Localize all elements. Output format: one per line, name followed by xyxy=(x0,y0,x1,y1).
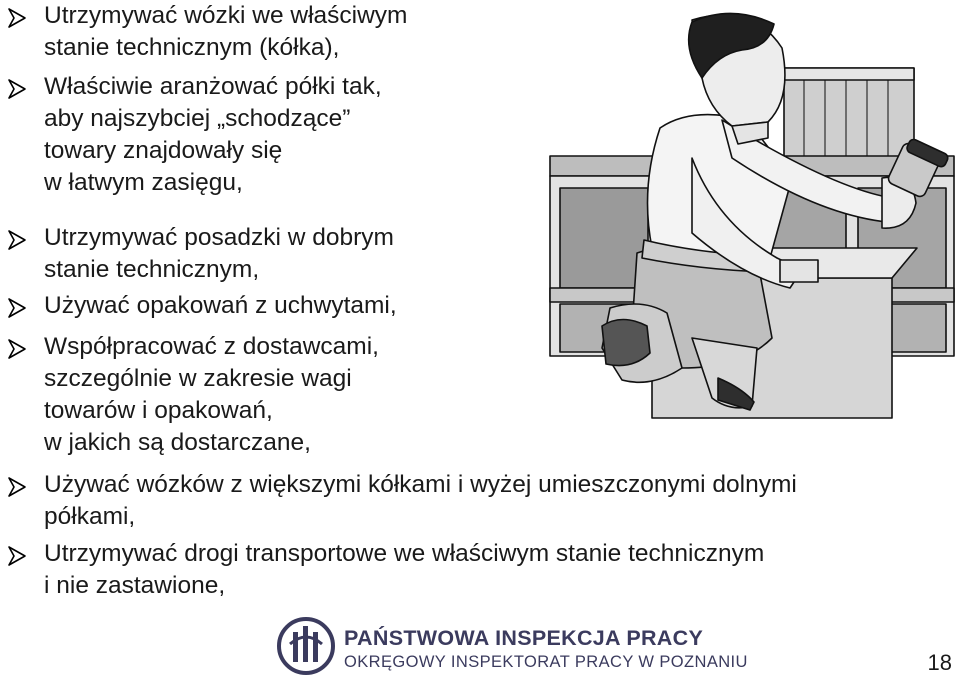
bullet-line: stanie technicznym (kółka), xyxy=(44,34,340,61)
bullet-line: Używać wózków z większymi kółkami i wyżej umieszczonymi dolnymi xyxy=(44,471,797,498)
bullet-line: Utrzymywać wózki we właściwym xyxy=(44,2,408,29)
bullet-line: Utrzymywać posadzki w dobrym xyxy=(44,224,394,251)
bullet-line: Używać opakowań z uchwytami, xyxy=(44,292,397,319)
organization-subtitle: OKRĘGOWY INSPEKTORAT PRACY W POZNANIU xyxy=(344,653,748,671)
pip-logo-icon xyxy=(276,616,336,676)
bullet-line: półkami, xyxy=(44,503,136,530)
arrow-right-icon xyxy=(6,7,28,29)
bullet-line: towarów i opakowań, xyxy=(44,397,273,424)
page-number: 18 xyxy=(927,650,952,675)
arrow-right-icon xyxy=(6,476,28,498)
arrow-right-icon xyxy=(6,297,28,319)
worker-stocking-shelf-illustration xyxy=(542,8,960,440)
bullet-line: aby najszybciej „schodzące” xyxy=(44,105,351,132)
bullet-line: i nie zastawione, xyxy=(44,572,226,599)
bullet-line: towary znajdowały się xyxy=(44,137,283,164)
organization-name: PAŃSTWOWA INSPEKCJA PRACY xyxy=(344,626,704,650)
arrow-right-icon xyxy=(6,229,28,251)
bullet-line: Właściwie aranżować półki tak, xyxy=(44,73,382,100)
arrow-right-icon xyxy=(6,545,28,567)
arrow-right-icon xyxy=(6,338,28,360)
arrow-right-icon xyxy=(6,78,28,100)
bullet-line: Utrzymywać drogi transportowe we właściwym stanie technicznym xyxy=(44,540,765,567)
bullet-line: w jakich są dostarczane, xyxy=(44,429,311,456)
bullet-line: stanie technicznym, xyxy=(44,256,260,283)
bullet-line: szczególnie w zakresie wagi xyxy=(44,365,352,392)
bullet-line: w łatwym zasięgu, xyxy=(44,169,243,196)
bullet-line: Współpracować z dostawcami, xyxy=(44,333,379,360)
